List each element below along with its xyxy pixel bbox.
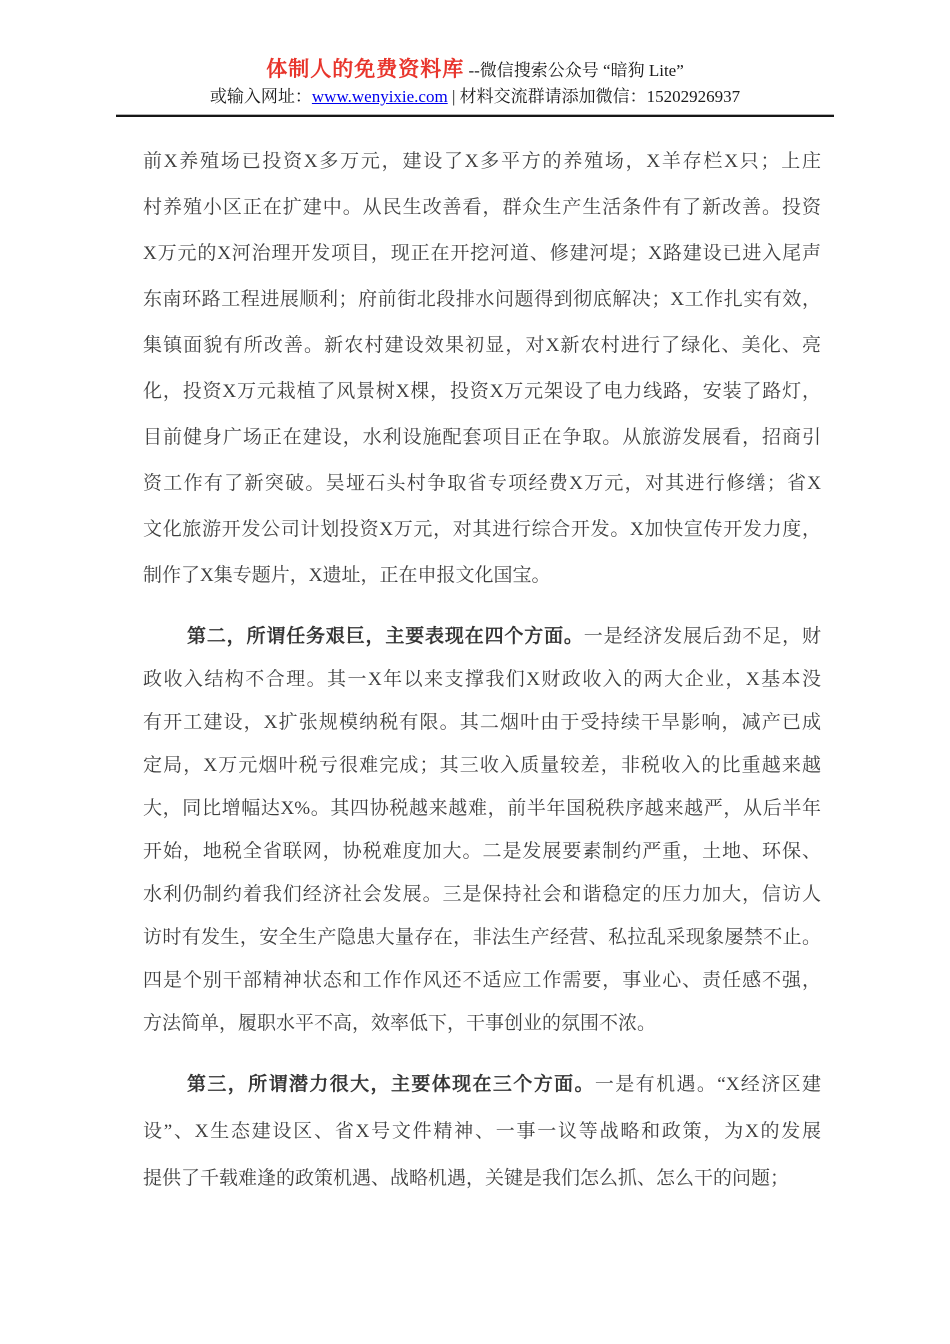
header-divider-rule <box>116 114 834 117</box>
text-line: 水利仍制约着我们经济社会发展。三是保持社会和谐稳定的压力加大，信访人 <box>143 884 821 905</box>
lead-rest-text: 一是有机遇。“X经济区建 <box>594 1074 821 1095</box>
text-line: 化，投资X万元栽植了风景树X棵，投资X万元架设了电力线路，安装了路灯， <box>143 381 821 402</box>
text-line: 集镇面貌有所改善。新农村建设效果初显，对X新农村进行了绿化、美化、亮 <box>143 335 821 356</box>
document-header <box>0 0 950 117</box>
text-line: 文化旅游开发公司计划投资X万元，对其进行综合开发。X加快宣传开发力度， <box>143 519 821 540</box>
paragraph-lead-line <box>143 1061 821 1108</box>
website-link[interactable]: www.wenyixie.com <box>311 87 448 106</box>
header-contact-line <box>0 84 950 109</box>
text-line: 大，同比增幅达X%。其四协税越来越难，前半年国税秩序越来越严，从后半年 <box>143 798 821 819</box>
text-line: 提供了千载难逢的政策机遇、战略机遇，关键是我们怎么抓、怎么干的问题； <box>143 1168 790 1189</box>
paragraph-development-overview <box>143 139 821 599</box>
text-line: X万元的X河治理开发项目，现正在开挖河道、修建河堤；X路建设已进入尾声 <box>143 243 821 264</box>
text-line: 设”、X生态建设区、省X号文件精神、一事一议等战略和政策，为X的发展 <box>143 1121 821 1142</box>
text-line: 目前健身广场正在建设，水利设施配套项目正在争取。从旅游发展看，招商引 <box>143 427 821 448</box>
paragraph-second-point <box>143 615 821 1045</box>
text-line: 东南环路工程进展顺利；府前街北段排水问题得到彻底解决；X工作扎实有效， <box>143 289 821 310</box>
text-line: 前X养殖场已投资X多万元，建设了X多平方的养殖场，X羊存栏X只；上庄 <box>143 151 821 172</box>
header-title-line <box>0 56 950 84</box>
lead-bold-text: 第三，所谓潜力很大，主要体现在三个方面。 <box>187 1074 595 1095</box>
text-line: 政收入结构不合理。其一X年以来支撑我们X财政收入的两大企业，X基本没 <box>143 669 821 690</box>
brand-tagline: --微信搜索公众号 “暗狗 Lite” <box>468 61 684 80</box>
paragraph-lead-line <box>143 615 821 658</box>
url-prefix-label: 或输入网址： <box>209 87 312 106</box>
text-line: 方法简单，履职水平不高，效率低下，干事创业的氛围不浓。 <box>143 1013 657 1034</box>
lead-rest-text: 一是经济发展后劲不足，财 <box>583 626 821 647</box>
brand-title: 体制人的免费资料库 <box>266 57 465 81</box>
lead-bold-text: 第二，所谓任务艰巨，主要表现在四个方面。 <box>187 626 584 647</box>
contact-label: 材料交流群请添加微信：15202926937 <box>459 87 741 106</box>
text-line: 有开工建设，X扩张规模纳税有限。其二烟叶由于受持续干旱影响，减产已成 <box>143 712 821 733</box>
text-line: 四是个别干部精神状态和工作作风还不适应工作需要，事业心、责任感不强， <box>143 970 821 991</box>
text-line: 访时有发生，安全生产隐患大量存在，非法生产经营、私拉乱采现象屡禁不止。 <box>143 927 821 948</box>
text-line: 定局，X万元烟叶税亏很难完成；其三收入质量较差，非税收入的比重越来越 <box>143 755 821 776</box>
text-line: 制作了X集专题片，X遗址，正在申报文化国宝。 <box>143 565 551 586</box>
text-line: 开始，地税全省联网，协税难度加大。二是发展要素制约严重，土地、环保、 <box>143 841 821 862</box>
separator-bar: | <box>451 87 456 106</box>
document-body <box>143 139 821 1218</box>
paragraph-third-point <box>143 1061 821 1202</box>
text-line: 村养殖小区正在扩建中。从民生改善看，群众生产生活条件有了新改善。投资 <box>143 197 821 218</box>
text-line: 资工作有了新突破。吴垭石头村争取省专项经费X万元，对其进行修缮；省X <box>143 473 821 494</box>
